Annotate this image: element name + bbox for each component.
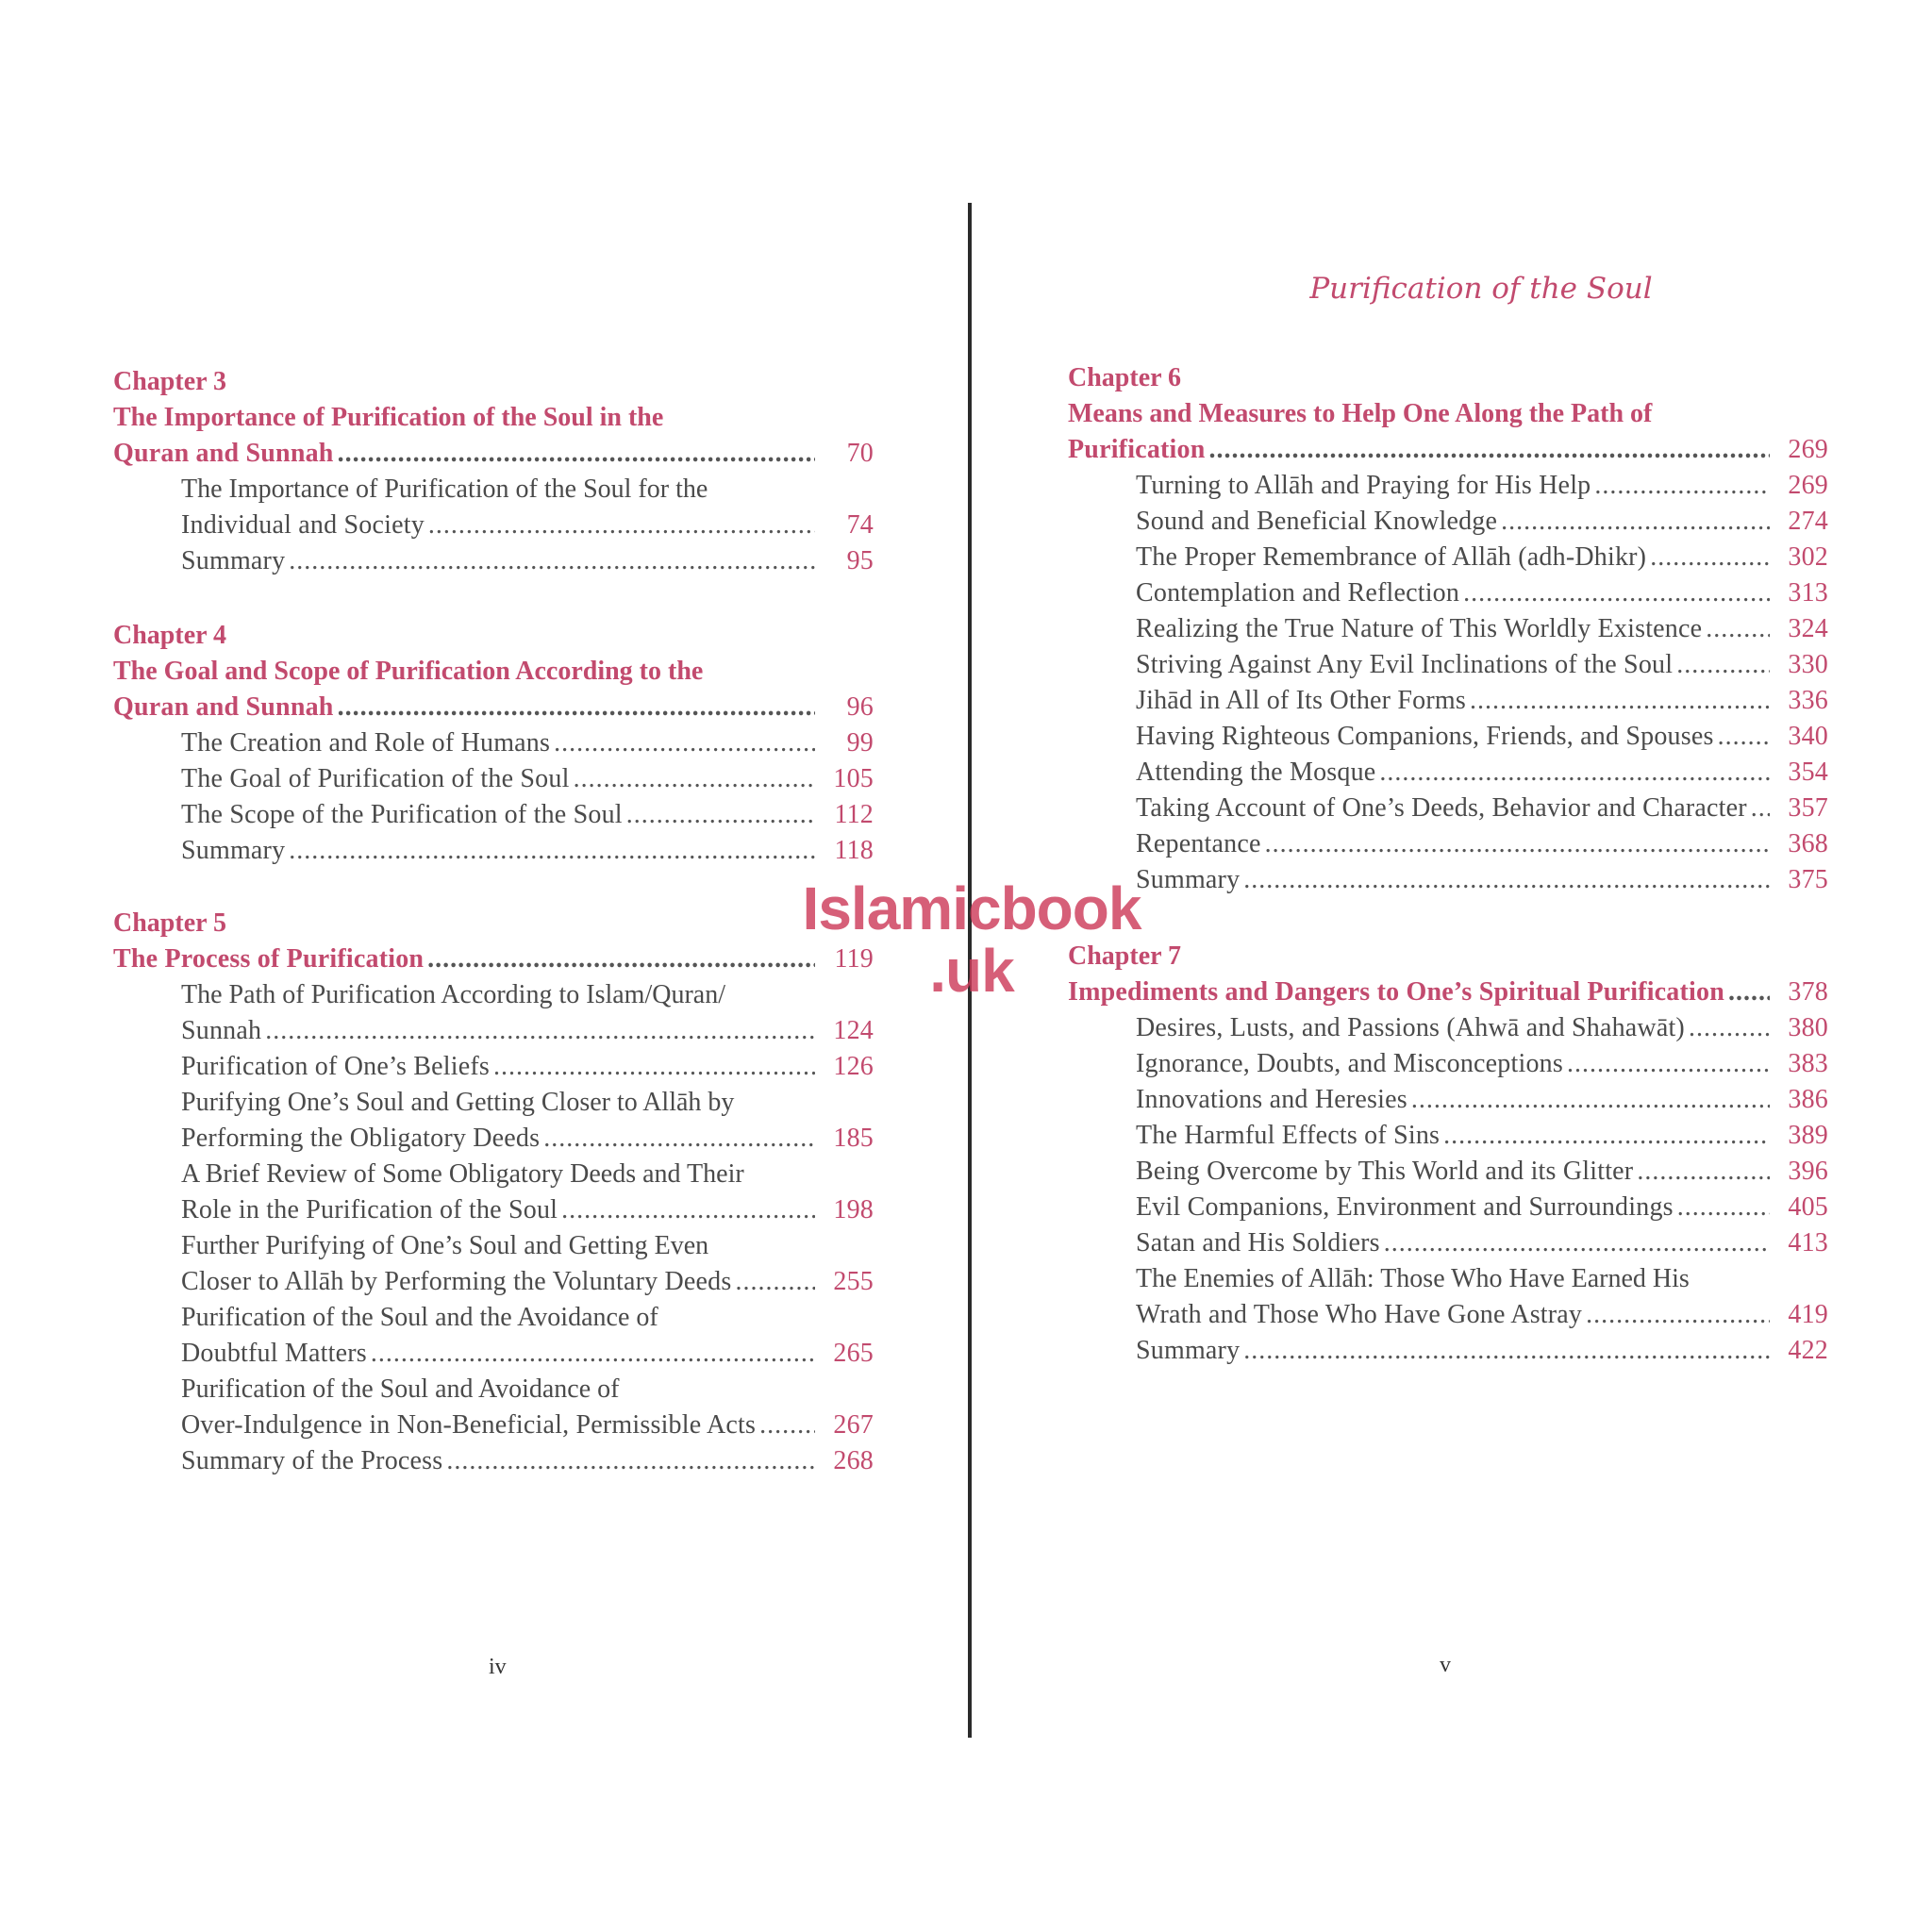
toc-entry-page: 99 <box>846 728 874 758</box>
chapter-label: Chapter 7 <box>1068 941 1182 971</box>
chapter-title-text: Quran and Sunnah <box>113 692 334 722</box>
chapter-label: Chapter 5 <box>113 908 227 938</box>
leader-dots <box>626 797 815 833</box>
chapter-title-text: Purification <box>1068 435 1206 464</box>
watermark-line-2: .uk <box>929 937 1014 1005</box>
leader-dots <box>1470 683 1770 719</box>
chapter-label: Chapter 6 <box>1068 363 1182 392</box>
toc-entry <box>1068 1333 1828 1369</box>
toc-entry <box>113 833 874 869</box>
toc-entry-page: 313 <box>1788 578 1828 608</box>
toc-entry-page: 357 <box>1788 793 1828 823</box>
toc-entry-text: Wrath and Those Who Have Gone Astray <box>1136 1300 1583 1329</box>
toc-entry <box>1068 1010 1828 1046</box>
leader-dots <box>1586 1297 1770 1333</box>
toc-entry-text: The Harmful Effects of Sins <box>1136 1121 1441 1150</box>
toc-entry-page: 396 <box>1788 1157 1828 1186</box>
toc-entry-text: Summary <box>1136 1336 1241 1365</box>
toc-entry-page: 422 <box>1788 1336 1828 1365</box>
toc-entry-text: Doubtful Matters <box>181 1339 367 1368</box>
toc-entry-page: 413 <box>1788 1228 1828 1257</box>
leader-dots <box>338 436 815 472</box>
chapter-title-page: 378 <box>1788 977 1828 1007</box>
leader-dots <box>289 833 815 869</box>
toc-entry-line: Purification of the Soul and the Avoidance of <box>181 1303 658 1332</box>
toc-entry-page: 198 <box>833 1195 874 1224</box>
watermark <box>802 874 1141 1005</box>
leader-dots <box>554 725 815 761</box>
toc-entry-page: 95 <box>846 546 874 575</box>
leader-dots <box>1243 1333 1770 1369</box>
toc-entry-page: 340 <box>1788 722 1828 751</box>
leader-dots <box>1677 1190 1770 1225</box>
chapter-title-page: 269 <box>1788 435 1828 464</box>
toc-entry-page: 124 <box>833 1016 874 1045</box>
toc-entry-page: 375 <box>1788 865 1828 894</box>
toc-entry <box>1068 1154 1828 1190</box>
toc-entry <box>113 761 874 797</box>
leader-dots <box>1243 862 1770 898</box>
leader-dots <box>1689 1010 1770 1046</box>
leader-dots <box>1384 1225 1770 1261</box>
toc-entry-page: 324 <box>1788 614 1828 643</box>
toc-entry-text: Over-Indulgence in Non-Beneficial, Permissible Acts <box>181 1410 757 1440</box>
leader-dots <box>1501 504 1770 540</box>
toc-entry-line: The Enemies of Allāh: Those Who Have Earned His <box>1136 1264 1690 1293</box>
toc-entry <box>113 508 874 543</box>
left-page-number: iv <box>489 1655 507 1679</box>
leader-dots <box>1209 432 1771 468</box>
toc-entry-text: Individual and Society <box>181 510 425 540</box>
right-page-number: v <box>1440 1653 1451 1677</box>
chapter-title-line: The Importance of Purification of the Soul in the <box>113 403 664 432</box>
toc-entry <box>113 1336 874 1372</box>
toc-entry-text: Contemplation and Reflection <box>1136 578 1460 608</box>
toc-entry-text: Attending the Mosque <box>1136 758 1376 787</box>
toc-entry-text: The Scope of the Purification of the Soul <box>181 800 623 829</box>
toc-entry <box>1068 683 1828 719</box>
chapter-title <box>1068 974 1828 1010</box>
toc-entry-page: 274 <box>1788 507 1828 536</box>
chapter-label: Chapter 3 <box>113 367 227 396</box>
toc-entry-text: Desires, Lusts, and Passions (Ahwā and Shahawāt) <box>1136 1013 1685 1042</box>
toc-entry-text: Summary <box>181 836 286 865</box>
toc-entry-line: Purification of the Soul and Avoidance of <box>181 1374 620 1404</box>
leader-dots <box>289 543 815 579</box>
toc-entry <box>1068 755 1828 791</box>
toc-entry-text: Summary <box>1136 865 1241 894</box>
toc-entry <box>1068 1297 1828 1333</box>
toc-entry-page: 112 <box>834 800 874 829</box>
toc-entry <box>1068 1118 1828 1154</box>
toc-entry <box>113 1192 874 1228</box>
toc-entry <box>113 1013 874 1049</box>
toc-entry-text: Jihād in All of Its Other Forms <box>1136 686 1466 715</box>
watermark-line-1: Islamicbook <box>802 874 1141 942</box>
leader-dots <box>1751 791 1770 826</box>
toc-entry-text: Striving Against Any Evil Inclinations of the Soul <box>1136 650 1674 679</box>
chapter-block <box>113 906 874 1479</box>
chapter-block <box>1068 939 1828 1369</box>
chapter-label: Chapter 4 <box>113 621 227 650</box>
toc-entry-page: 336 <box>1788 686 1828 715</box>
leader-dots <box>1728 974 1770 1010</box>
toc-entry <box>1068 647 1828 683</box>
toc-entry-line: The Importance of Purification of the Soul for the <box>181 475 708 504</box>
toc-entry <box>1068 468 1828 504</box>
toc-entry <box>113 1121 874 1157</box>
toc-entry-page: 268 <box>833 1446 874 1475</box>
toc-entry-page: 185 <box>833 1124 874 1153</box>
toc-entry-text: Performing the Obligatory Deeds <box>181 1124 541 1153</box>
toc-entry-text: Role in the Purification of the Soul <box>181 1195 558 1224</box>
leader-dots <box>1443 1118 1770 1154</box>
toc-entry-text: Repentance <box>1136 829 1261 858</box>
leader-dots <box>1567 1046 1770 1082</box>
toc-entry-text: The Proper Remembrance of Allāh (adh-Dhikr) <box>1136 542 1647 572</box>
chapter-title <box>113 941 874 977</box>
chapter-block <box>113 364 874 579</box>
toc-entry-page: 255 <box>833 1267 874 1296</box>
leader-dots <box>446 1443 815 1479</box>
toc-entry-text: Summary <box>181 546 286 575</box>
toc-entry <box>113 1049 874 1085</box>
toc-entry <box>1068 1082 1828 1118</box>
chapter-block <box>1068 360 1828 898</box>
chapter-title-text: Impediments and Dangers to One’s Spiritual Purification <box>1068 977 1724 1007</box>
leader-dots <box>1650 540 1770 575</box>
toc-entry-page: 105 <box>833 764 874 793</box>
leader-dots <box>759 1407 815 1443</box>
leader-dots <box>543 1121 815 1157</box>
leader-dots <box>1706 611 1770 647</box>
chapter-title-page: 119 <box>834 944 874 974</box>
leader-dots <box>338 690 815 725</box>
leader-dots <box>735 1264 815 1300</box>
toc-entry <box>1068 719 1828 755</box>
leader-dots <box>428 508 815 543</box>
toc-entry <box>1068 1190 1828 1225</box>
chapter-title-line: Means and Measures to Help One Along the Path of <box>1068 399 1653 428</box>
toc-entry <box>113 725 874 761</box>
chapter-title <box>113 436 874 472</box>
chapter-block <box>113 618 874 869</box>
toc-entry-page: 405 <box>1788 1192 1828 1222</box>
toc-entry-text: Summary of the Process <box>181 1446 443 1475</box>
leader-dots <box>1265 826 1770 862</box>
leader-dots <box>1594 468 1770 504</box>
chapter-title-line: The Goal and Scope of Purification According to the <box>113 657 704 686</box>
toc-entry-text: Closer to Allāh by Performing the Voluntary Deeds <box>181 1267 732 1296</box>
leader-dots <box>265 1013 815 1049</box>
toc-entry-line: Further Purifying of One’s Soul and Getting Even <box>181 1231 709 1260</box>
chapter-title-text: The Process of Purification <box>113 944 425 974</box>
toc-entry-page: 354 <box>1788 758 1828 787</box>
toc-entry-page: 419 <box>1788 1300 1828 1329</box>
leader-dots <box>561 1192 815 1228</box>
toc-entry-text: Realizing the True Nature of This Worldly Existence <box>1136 614 1703 643</box>
toc-entry-line: Purifying One’s Soul and Getting Closer to Allāh by <box>181 1088 735 1117</box>
chapter-title-text: Quran and Sunnah <box>113 439 334 468</box>
toc-entry-line: A Brief Review of Some Obligatory Deeds and Their <box>181 1159 744 1189</box>
toc-entry <box>113 1443 874 1479</box>
toc-entry <box>1068 575 1828 611</box>
leader-dots <box>1411 1082 1770 1118</box>
toc-entry-text: Evil Companions, Environment and Surroundings <box>1136 1192 1674 1222</box>
toc-entry <box>1068 862 1828 898</box>
leader-dots <box>1379 755 1770 791</box>
toc-entry-text: Ignorance, Doubts, and Misconceptions <box>1136 1049 1563 1078</box>
toc-entry <box>113 1264 874 1300</box>
leader-dots <box>371 1336 815 1372</box>
toc-entry-page: 389 <box>1788 1121 1828 1150</box>
chapter-title <box>113 690 874 725</box>
leader-dots <box>1718 719 1770 755</box>
toc-entry <box>1068 540 1828 575</box>
running-header: Purification of the Soul <box>1309 272 1653 306</box>
toc-entry-text: Taking Account of One’s Deeds, Behavior and Character <box>1136 793 1747 823</box>
toc-entry <box>1068 611 1828 647</box>
toc-entry-text: Turning to Allāh and Praying for His Help <box>1136 471 1591 500</box>
leader-dots <box>574 761 815 797</box>
toc-entry-page: 126 <box>833 1052 874 1081</box>
toc-entry-text: The Goal of Purification of the Soul <box>181 764 570 793</box>
toc-entry-page: 386 <box>1788 1085 1828 1114</box>
toc-entry-page: 269 <box>1788 471 1828 500</box>
leader-dots <box>1637 1154 1770 1190</box>
leader-dots <box>1676 647 1770 683</box>
toc-entry <box>113 1407 874 1443</box>
toc-entry-page: 330 <box>1788 650 1828 679</box>
toc-entry-text: Sound and Beneficial Knowledge <box>1136 507 1498 536</box>
toc-entry-text: Purification of One’s Beliefs <box>181 1052 490 1081</box>
toc-entry <box>1068 1225 1828 1261</box>
toc-entry <box>1068 791 1828 826</box>
toc-entry-page: 265 <box>833 1339 874 1368</box>
toc-entry-text: Satan and His Soldiers <box>1136 1228 1380 1257</box>
chapter-title-page: 70 <box>846 439 874 468</box>
toc-entry <box>113 543 874 579</box>
toc-entry-text: Sunnah <box>181 1016 262 1045</box>
toc-entry-page: 368 <box>1788 829 1828 858</box>
toc-entry-page: 118 <box>834 836 874 865</box>
leader-dots <box>427 941 815 977</box>
toc-entry-page: 380 <box>1788 1013 1828 1042</box>
chapter-title-page: 96 <box>846 692 874 722</box>
chapter-title <box>1068 432 1828 468</box>
toc-entry-text: Being Overcome by This World and its Glitter <box>1136 1157 1634 1186</box>
toc-entry-page: 302 <box>1788 542 1828 572</box>
toc-entry-text: Having Righteous Companions, Friends, and Spouses <box>1136 722 1714 751</box>
toc-entry-line: The Path of Purification According to Islam/Quran/ <box>181 980 725 1009</box>
toc-entry <box>1068 504 1828 540</box>
leader-dots <box>493 1049 815 1085</box>
toc-entry-page: 74 <box>846 510 874 540</box>
toc-entry-page: 383 <box>1788 1049 1828 1078</box>
toc-entry <box>113 797 874 833</box>
toc-entry-text: Innovations and Heresies <box>1136 1085 1407 1114</box>
toc-entry <box>1068 826 1828 862</box>
toc-entry-page: 267 <box>833 1410 874 1440</box>
toc-entry <box>1068 1046 1828 1082</box>
leader-dots <box>1463 575 1770 611</box>
toc-entry-text: The Creation and Role of Humans <box>181 728 551 758</box>
